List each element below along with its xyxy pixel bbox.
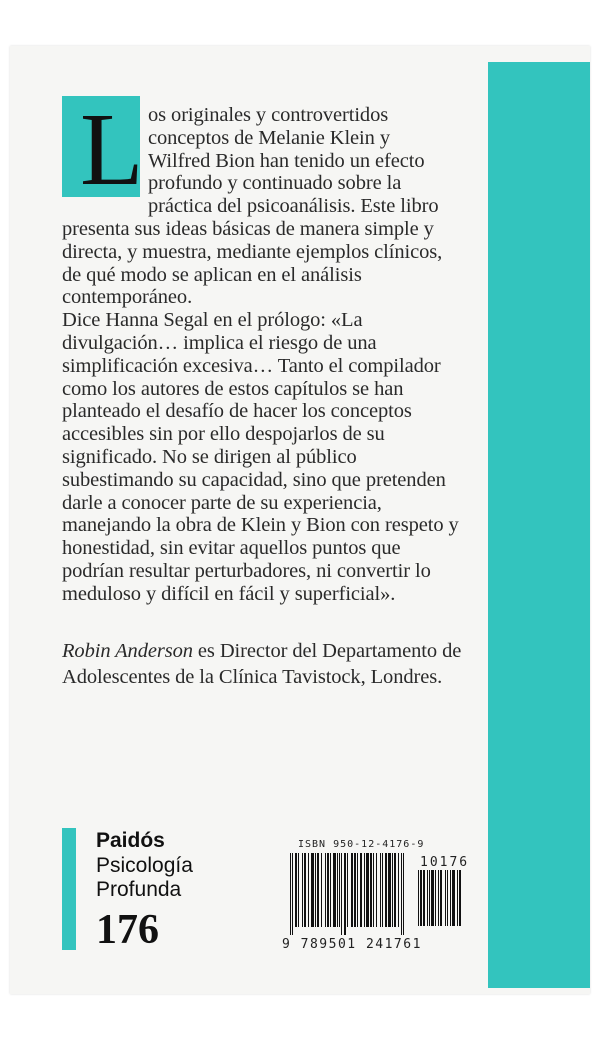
blurb-line: planteado el desafío de hacer los conceptos <box>62 400 412 423</box>
teal-side-strip <box>488 62 590 988</box>
author-note <box>62 638 461 690</box>
blurb-line: de qué modo se aplican en el análisis <box>62 263 362 286</box>
series-name-line-2: Profunda <box>96 878 182 901</box>
publisher-name: Paidós <box>96 829 165 852</box>
ean-barcode <box>290 853 412 935</box>
author-name: Robin Anderson <box>62 640 193 662</box>
blurb-lead-lines <box>148 104 439 218</box>
blurb-line: significado. No se dirigen al público <box>62 445 357 468</box>
author-line-2: Adolescentes de la Clínica Tavistock, Londres. <box>62 666 443 688</box>
ean-digits: 9 789501 241761 <box>282 937 422 952</box>
blurb-line: manejando la obra de Klein y Bion con respeto y <box>62 514 459 537</box>
blurb-line: os originales y controvertidos <box>148 104 389 126</box>
blurb-line: profundo y continuado sobre la <box>148 172 402 195</box>
blurb-line: honestidad, sin evitar aquellos puntos que <box>62 537 401 560</box>
blurb-line: contemporáneo. <box>62 286 193 309</box>
blurb-line: directa, y muestra, mediante ejemplos clínicos, <box>62 240 443 263</box>
series-name-line-1: Psicología <box>96 854 193 877</box>
blurb-line: meduloso y difícil en fácil y superficial». <box>62 582 396 605</box>
series-brand <box>96 828 193 956</box>
blurb-line: presenta sus ideas básicas de manera simple y <box>62 218 434 240</box>
blurb-line: accesibles sin por ello despojarlos de su <box>62 423 385 446</box>
addon-barcode <box>418 870 478 934</box>
blurb-line: divulgación… implica el riesgo de una <box>62 331 377 354</box>
brand-accent-bar <box>62 828 76 950</box>
blurb-line: práctica del psicoanálisis. Este libro <box>148 195 439 218</box>
blurb-line: simplificación excesiva… Tanto el compilador <box>62 354 441 377</box>
blurb-line: conceptos de Melanie Klein y <box>148 126 390 149</box>
blurb-body-lines <box>62 218 459 606</box>
barcode-addon-digits: 10176 <box>420 855 470 870</box>
blurb-line: darle a conocer parte de su experiencia, <box>62 491 382 514</box>
blurb-line: podrían resultar perturbadores, ni convertir lo <box>62 559 431 582</box>
blurb-line: Wilfred Bion han tenido un efecto <box>148 149 425 172</box>
blurb-line: Dice Hanna Segal en el prólogo: «La <box>62 309 363 332</box>
series-number: 176 <box>96 907 159 953</box>
drop-cap-letter: L <box>80 92 144 207</box>
author-line-1 <box>62 638 461 664</box>
author-role: es Director del Departamento de <box>192 640 462 662</box>
isbn-label: ISBN 950-12-4176-9 <box>298 839 425 850</box>
blurb-line: como los autores de estos capítulos se han <box>62 377 404 400</box>
blurb-line: subestimando su capacidad, sino que pretenden <box>62 468 446 491</box>
